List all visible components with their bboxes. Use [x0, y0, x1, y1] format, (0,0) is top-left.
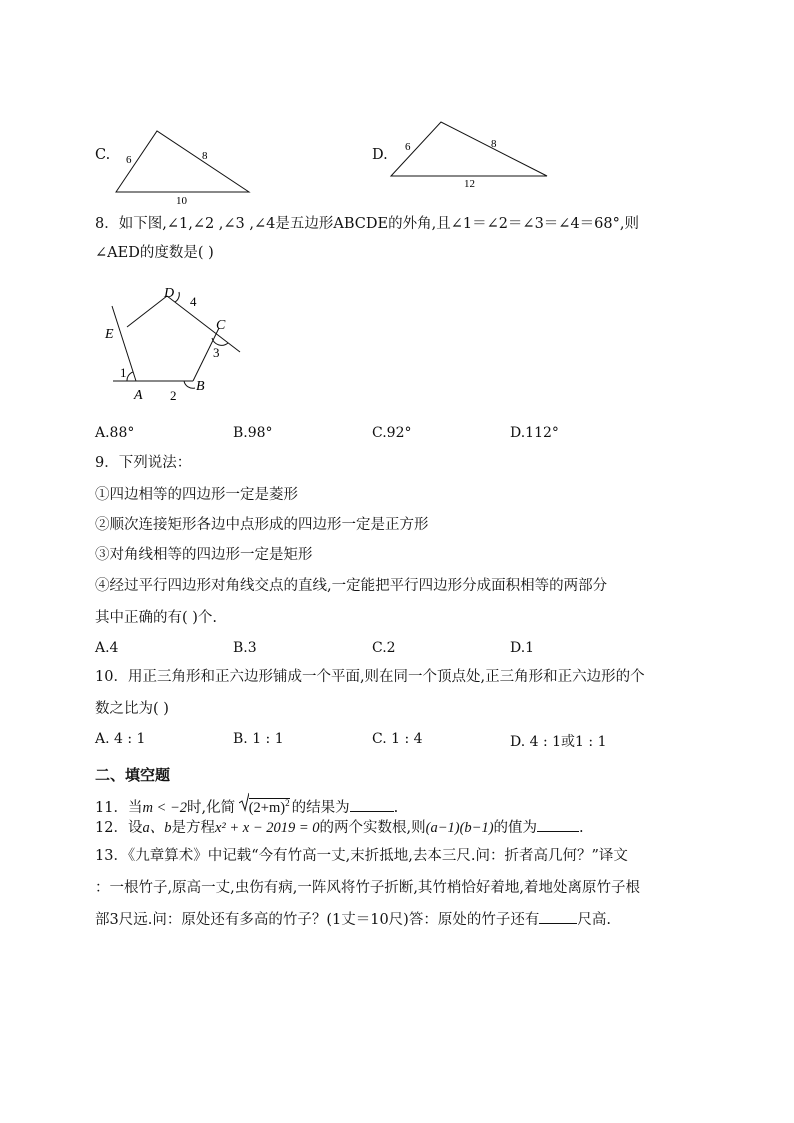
triangle-d-side-left: 6 — [405, 141, 411, 153]
q13-line1: 13．《九章算术》中记载“今有竹高一丈,末折抵地,去本三尺.问：折者高几何？”译文 — [95, 848, 628, 864]
q9-option-c: C.2 — [372, 640, 396, 656]
q12-answer-blank — [537, 819, 579, 832]
q12-equation: x² + x − 2019 = 0 — [214, 820, 320, 836]
q11-post: 的结果为 — [291, 799, 350, 816]
triangle-d-figure — [385, 115, 555, 195]
vertex-a: A — [134, 388, 143, 403]
section-title: 二、填空题 — [95, 766, 171, 784]
q9-statement-3: ③对角线相等的四边形一定是矩形 — [95, 547, 313, 563]
pentagon-figure — [100, 280, 250, 410]
option-d-label: D. — [372, 147, 388, 163]
q11-exponent: 2 — [285, 798, 290, 808]
q9-option-a: A.4 — [95, 640, 119, 656]
q12 — [95, 819, 584, 837]
q12-mid2: 的两个实数根,则 — [319, 820, 426, 836]
q11-pre: 11．当 — [95, 799, 143, 816]
q9-statement-2: ②顺次连接矩形各边中点形成的四边形一定是正方形 — [95, 517, 429, 533]
radical-sign-icon — [239, 792, 249, 812]
q8-line2: ∠AED的度数是( ) — [95, 245, 214, 261]
sqrt-expression — [240, 794, 290, 817]
vertex-b: B — [196, 379, 205, 394]
q10-option-b: B. 1 : 1 — [233, 731, 284, 747]
angle-3-label: 3 — [213, 345, 220, 360]
q10-line1: 10．用正三角形和正六边形铺成一个平面,则在同一个顶点处,正三角形和正六边形的个 — [95, 669, 645, 685]
q10-option-c: C. 1 : 4 — [372, 731, 423, 747]
q13-line2: ：一根竹子,原高一丈,虫伤有病,一阵风将竹子折断,其竹梢恰好着地,着地处离原竹子根 — [95, 880, 641, 896]
triangle-c-side-left: 6 — [126, 154, 132, 166]
q13-line3-pre: 部3尺远.问：原处还有多高的竹子？(1丈＝10尺)答：原处的竹子还有 — [95, 912, 540, 928]
q9-stem: 9．下列说法： — [95, 455, 192, 471]
triangle-c-figure — [110, 125, 255, 210]
q12-expression: (a−1)(b−1) — [425, 820, 494, 836]
q9-option-d: D.1 — [510, 640, 535, 656]
angle-1-label: 1 — [120, 365, 127, 380]
triangle-c-base: 10 — [176, 195, 187, 207]
q11-condition: m < −2 — [142, 799, 187, 816]
q11-mid: 时,化简 — [187, 799, 236, 816]
q8-option-d: D.112° — [510, 425, 559, 441]
q8-option-b: B.98° — [233, 425, 273, 441]
q12-post: 的值为 — [493, 820, 538, 836]
q9-statement-4: ④经过平行四边形对角线交点的直线,一定能把平行四边形分成面积相等的两部分 — [95, 578, 608, 594]
q8-option-c: C.92° — [372, 425, 412, 441]
q12-vars: a、b — [142, 820, 172, 836]
triangle-d-base: 12 — [464, 178, 475, 190]
q12-end: . — [579, 820, 584, 836]
q12-pre: 12．设 — [95, 820, 143, 836]
q13-line3 — [95, 911, 611, 929]
option-c-label: C. — [95, 147, 111, 163]
q12-mid: 是方程 — [171, 820, 215, 836]
q10-option-a: A. 4 : 1 — [95, 731, 146, 747]
q9-option-b: B.3 — [233, 640, 257, 656]
vertex-d: D — [164, 286, 175, 301]
q10-line2: 数之比为( ) — [95, 701, 169, 717]
q8-option-a: A.88° — [95, 425, 135, 441]
angle-4-label: 4 — [190, 294, 197, 309]
q9-statement-1: ①四边相等的四边形一定是菱形 — [95, 487, 298, 503]
q13-line3-post: 尺高. — [577, 912, 611, 928]
vertex-e: E — [105, 327, 114, 342]
q11-answer-blank — [350, 799, 394, 812]
q11-radicand: (2+m) — [248, 799, 286, 816]
triangle-d-side-right: 8 — [491, 138, 497, 150]
q10-option-d: D. 4 : 1或1 : 1 — [510, 734, 607, 750]
q11 — [95, 794, 398, 817]
q8-line1: 8．如下图,∠1,∠2 ,∠3 ,∠4是五边形ABCDE的外角,且∠1＝∠2＝∠3＝∠4＝68°,则 — [95, 216, 639, 232]
q9-ask: 其中正确的有( )个. — [95, 610, 218, 626]
vertex-c: C — [216, 318, 226, 333]
angle-2-label: 2 — [170, 388, 177, 403]
q11-end: . — [393, 799, 399, 816]
q13-answer-blank — [539, 911, 577, 924]
triangle-c-side-right: 8 — [202, 150, 208, 162]
